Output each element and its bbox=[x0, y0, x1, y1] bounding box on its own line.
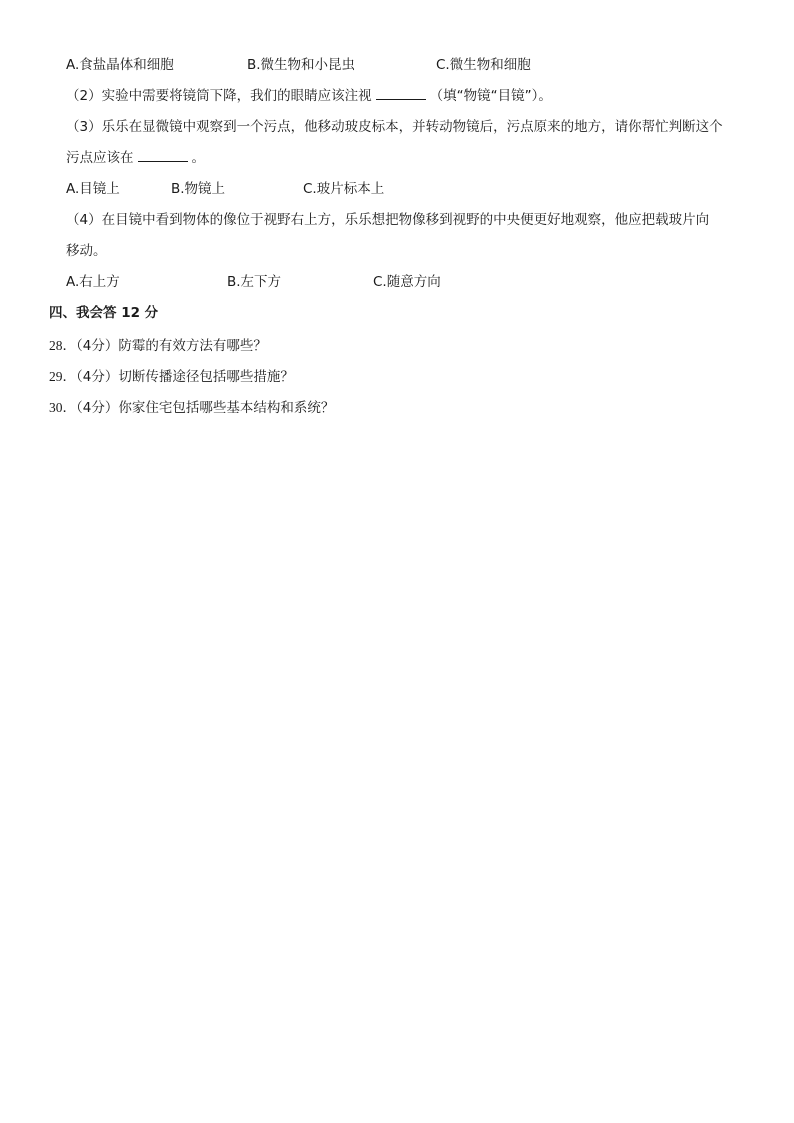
option-b: B.左下方 bbox=[227, 274, 282, 290]
option-b: B.微生物和小昆虫 bbox=[247, 57, 356, 73]
question-number: 28． bbox=[49, 338, 76, 353]
option-c: C.微生物和细胞 bbox=[436, 57, 531, 73]
question-30 bbox=[49, 399, 334, 417]
question-27-2-text: （2）实验中需要将镜筒下降，我们的眼睛应该注视 bbox=[66, 88, 372, 104]
option-a: A.食盐晶体和细胞 bbox=[66, 57, 174, 73]
question-text: （4分）你家住宅包括哪些基本结构和系统？ bbox=[76, 400, 335, 416]
question-27-3-line1: （3）乐乐在显微镜中观察到一个污点，他移动玻皮标本，并转动物镜后，污点原来的地方，请你帮忙判断这个 bbox=[66, 119, 723, 135]
option-a: A.右上方 bbox=[66, 274, 120, 290]
question-number: 29． bbox=[49, 369, 76, 384]
question-number: 30． bbox=[49, 400, 76, 415]
question-27-2 bbox=[66, 87, 552, 105]
option-a: A.目镜上 bbox=[66, 181, 120, 197]
question-text: （4分）防霉的有效方法有哪些？ bbox=[76, 338, 267, 354]
answer-blank bbox=[138, 149, 188, 162]
option-c: C.随意方向 bbox=[373, 274, 441, 290]
answer-blank bbox=[376, 87, 426, 100]
question-27-3-text: 污点应该在 bbox=[66, 150, 134, 166]
section-heading: 四、我会答 12 分 bbox=[49, 305, 159, 321]
question-27-3-suffix: 。 bbox=[191, 150, 205, 166]
option-c: C.玻片标本上 bbox=[303, 181, 385, 197]
question-29 bbox=[49, 368, 294, 386]
option-b: B.物镜上 bbox=[171, 181, 226, 197]
question-28 bbox=[49, 337, 267, 355]
question-27-2-suffix: （填“物镜“目镜”）。 bbox=[429, 88, 552, 104]
question-27-4-line2: 移动。 bbox=[66, 243, 107, 259]
question-text: （4分）切断传播途径包括哪些措施？ bbox=[76, 369, 294, 385]
question-27-4-line1: （4）在目镜中看到物体的像位于视野右上方，乐乐想把物像移到视野的中央便更好地观察，他应把载玻片向 bbox=[66, 212, 710, 228]
question-27-3-line2 bbox=[66, 149, 205, 167]
